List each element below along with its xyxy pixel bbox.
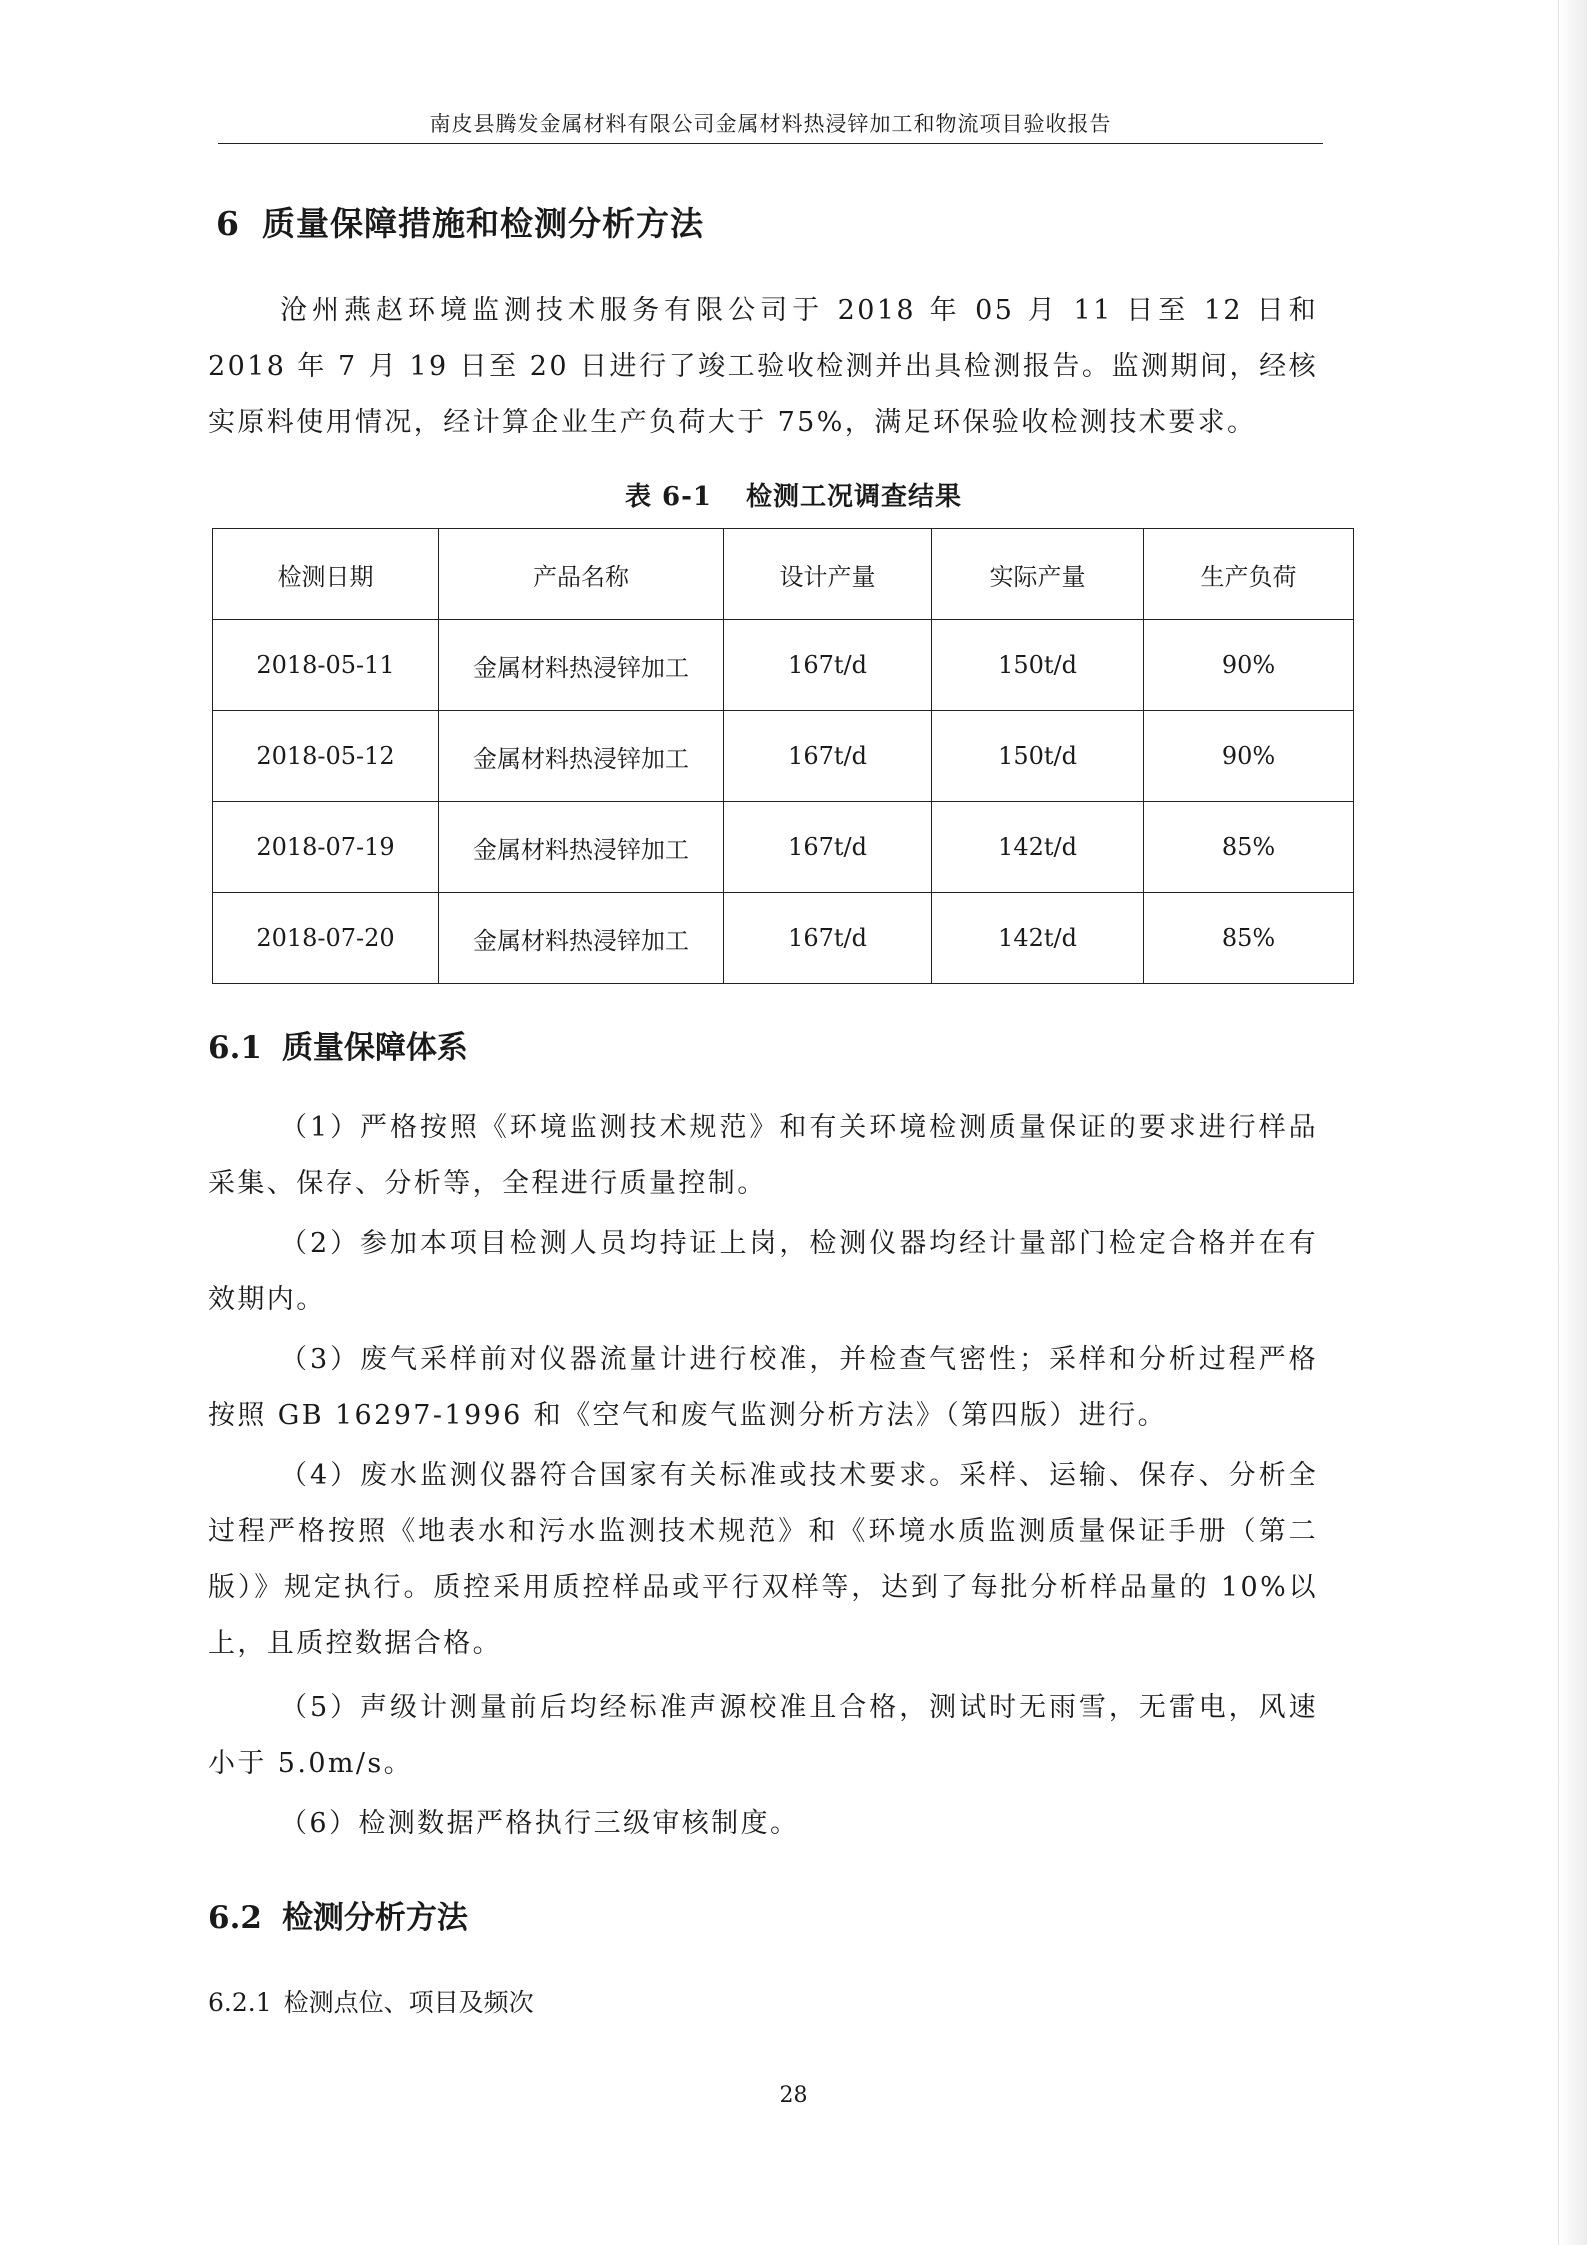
- actual-output-cell: 150t/d: [932, 620, 1144, 711]
- date-cell: 2018-05-12: [213, 711, 439, 802]
- load-cell: 85%: [1144, 893, 1354, 984]
- qa-item-2: （2）参加本项目检测人员均持证上岗，检测仪器均经计量部门检定合格并在有效期内。: [208, 1228, 1318, 1315]
- design-output-cell: 167t/d: [724, 893, 932, 984]
- section-6-2-heading: [208, 1892, 468, 1937]
- date-cell: 2018-07-20: [213, 893, 439, 984]
- design-output-cell: 167t/d: [724, 802, 932, 893]
- actual-output-cell: 142t/d: [932, 802, 1144, 893]
- section-title: 检测点位、项目及频次: [283, 1988, 534, 2017]
- date-cell: 2018-05-11: [213, 620, 439, 711]
- intro-paragraph: 沧州燕赵环境监测技术服务有限公司于 2018 年 05 月 11 日至 12 日和 2018 年 7 月 19 日至 20 日进行了竣工验收检测并出具检测报告。监测期间，经核实原料使用情况，经计算企业生产负荷大于 75%，满足环保验收检测技术要求。: [208, 295, 1318, 438]
- section-6-heading: [216, 198, 704, 245]
- table-caption-title: 检测工况调查结果: [746, 482, 963, 512]
- load-cell: 90%: [1144, 711, 1354, 802]
- qa-item-4: （4）废水监测仪器符合国家有关标准或技术要求。采样、运输、保存、分析全过程严格按照《地表水和污水监测技术规范》和《环境水质监测质量保证手册（第二版）》规定执行。质控采用质控样品或平行双样等，达到了每批分析样品量的 10%以上，且质控数据合格。: [208, 1460, 1318, 1659]
- running-header: 南皮县腾发金属材料有限公司金属材料热浸锌加工和物流项目验收报告: [429, 112, 1112, 136]
- design-output-cell: 167t/d: [724, 711, 932, 802]
- table-row: [213, 802, 1354, 893]
- header-cell: 设计产量: [724, 529, 932, 620]
- product-cell: 金属材料热浸锌加工: [439, 620, 724, 711]
- qa-item-3: （3）废气采样前对仪器流量计进行校准，并检查气密性；采样和分析过程严格按照 GB 16297-1996 和《空气和废气监测分析方法》（第四版）进行。: [208, 1344, 1318, 1431]
- table-row: [213, 711, 1354, 802]
- table-row: [213, 893, 1354, 984]
- qa-item-1: （1）严格按照《环境监测技术规范》和有关环境检测质量保证的要求进行样品采集、保存、分析等，全程进行质量控制。: [208, 1112, 1318, 1199]
- date-cell: 2018-07-19: [213, 802, 439, 893]
- section-title: 检测分析方法: [281, 1900, 468, 1936]
- section-number: 6: [216, 204, 240, 243]
- qa-item-6: （6）检测数据严格执行三级审核制度。: [280, 1808, 800, 1839]
- section-title: 质量保障体系: [281, 1030, 468, 1066]
- product-cell: 金属材料热浸锌加工: [439, 893, 724, 984]
- table-caption-label: 表 6-1: [624, 482, 712, 512]
- product-cell: 金属材料热浸锌加工: [439, 802, 724, 893]
- load-cell: 85%: [1144, 802, 1354, 893]
- section-number: 6.1: [208, 1030, 262, 1066]
- design-output-cell: 167t/d: [724, 620, 932, 711]
- header-cell: 实际产量: [932, 529, 1144, 620]
- section-6-1-heading: [208, 1022, 468, 1067]
- qa-item-5: （5）声级计测量前后均经标准声源校准且合格，测试时无雨雪，无雷电，风速小于 5.0m/s。: [208, 1692, 1318, 1779]
- header-cell: 检测日期: [213, 529, 439, 620]
- table-row: [213, 620, 1354, 711]
- page-edge: [1558, 0, 1587, 2245]
- page-number: 28: [779, 2083, 808, 2108]
- section-number: 6.2: [208, 1900, 262, 1936]
- header-cell: 产品名称: [439, 529, 724, 620]
- section-number: 6.2.1: [208, 1988, 272, 2017]
- header-cell: 生产负荷: [1144, 529, 1354, 620]
- load-cell: 90%: [1144, 620, 1354, 711]
- section-6-2-1-heading: [208, 1983, 534, 2019]
- product-cell: 金属材料热浸锌加工: [439, 711, 724, 802]
- table-caption: [0, 476, 1587, 513]
- table-header-row: [213, 529, 1354, 620]
- section-title: 质量保障措施和检测分析方法: [261, 204, 704, 243]
- actual-output-cell: 142t/d: [932, 893, 1144, 984]
- actual-output-cell: 150t/d: [932, 711, 1144, 802]
- working-condition-table: [212, 528, 1354, 984]
- header-rule: [218, 143, 1323, 144]
